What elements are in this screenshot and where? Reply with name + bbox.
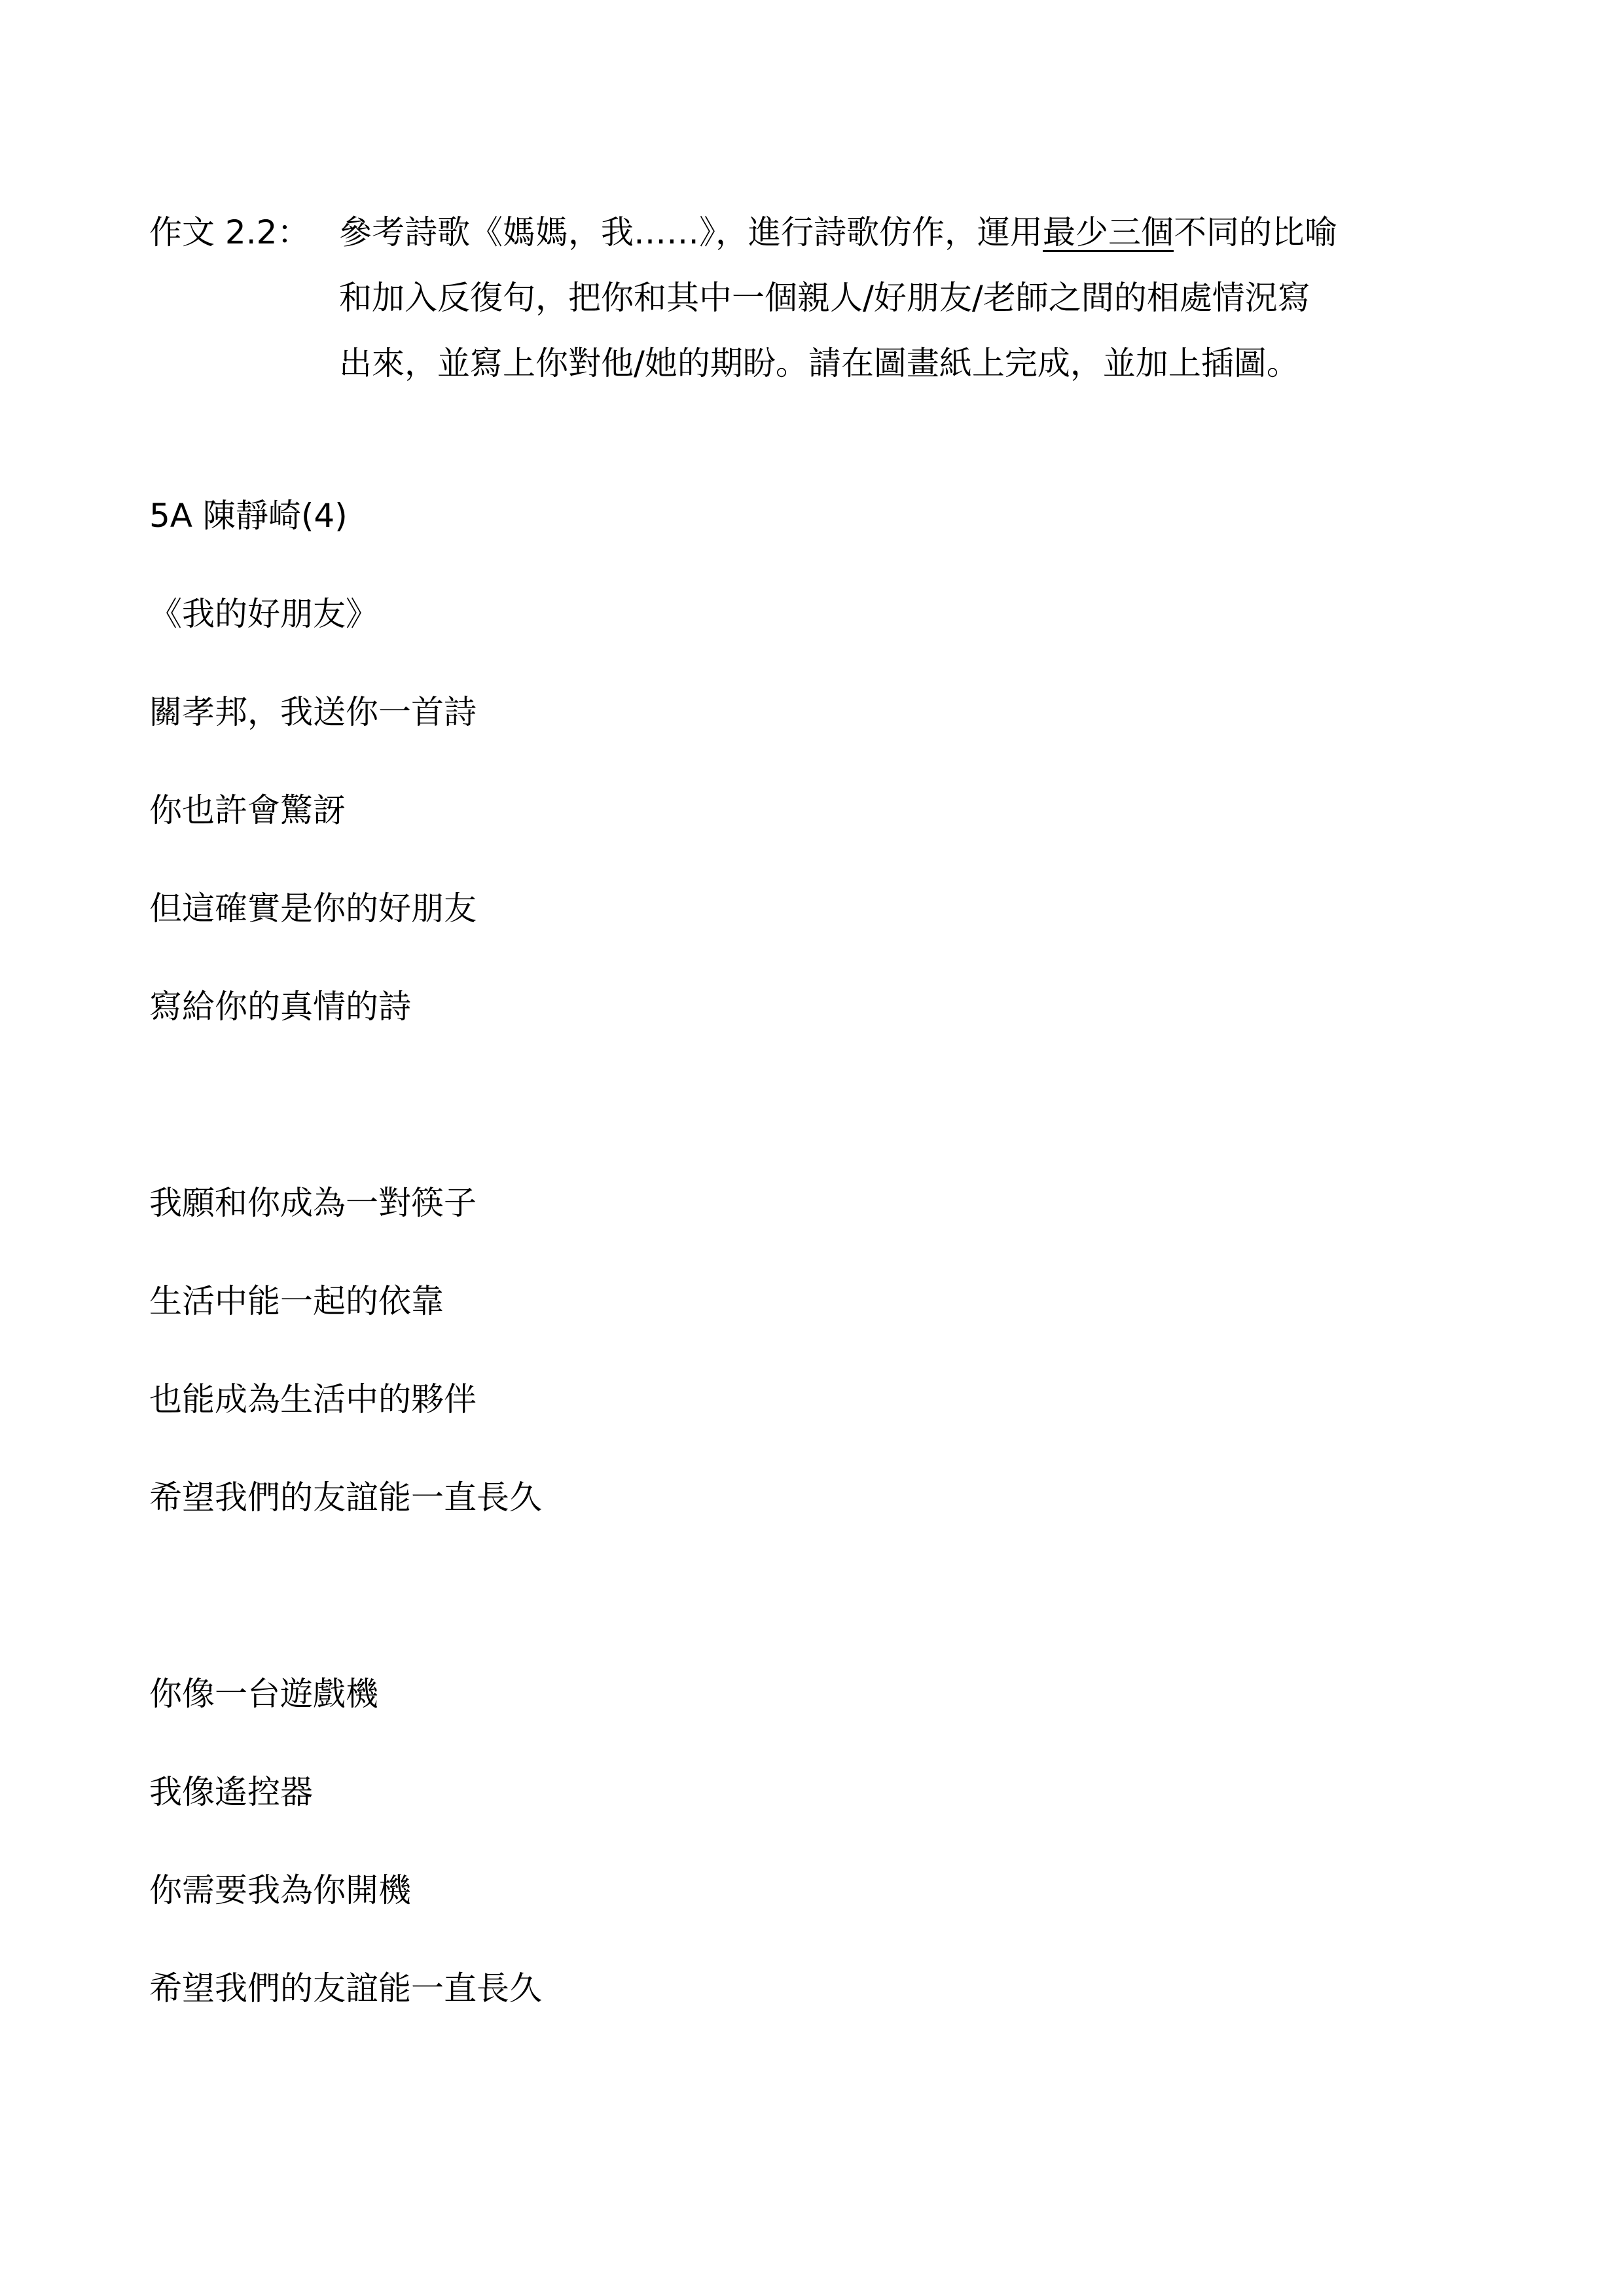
prompt-line-2 <box>149 265 1524 331</box>
poem-line: 希望我們的友誼能一直長久 <box>149 1969 542 2007</box>
prompt-label: 作文 2.2： <box>149 213 310 251</box>
poem-line: 你需要我為你開機 <box>149 1871 411 1909</box>
poem-line: 關孝邦，我送你一首詩 <box>149 693 477 731</box>
poem-line: 希望我們的友誼能一直長久 <box>149 1479 542 1516</box>
poem-line: 也能成為生活中的夥伴 <box>149 1380 477 1418</box>
poem-line: 你像一台遊戲機 <box>149 1675 378 1713</box>
poem-line: 寫給你的真情的詩 <box>149 988 411 1026</box>
prompt-line-1 <box>149 200 1524 265</box>
prompt-line-2-text: 和加入反復句，把你和其中一個親人/好朋友/老師之間的相處情況寫 <box>339 279 1310 317</box>
poem-line: 你也許會驚訝 <box>149 791 346 829</box>
poem-line: 但這確實是你的好朋友 <box>149 889 477 927</box>
student-name: 5A 陳靜崎(4) <box>149 497 348 535</box>
underlined-requirement: 最少三個 <box>1043 213 1174 251</box>
poem-line: 生活中能一起的依靠 <box>149 1282 444 1320</box>
poem-title: 《我的好朋友》 <box>149 595 378 633</box>
poem-line: 我願和你成為一對筷子 <box>149 1184 477 1222</box>
prompt-line-1-text: 參考詩歌《媽媽，我……》，進行詩歌仿作，運用最少三個不同的比喻 <box>339 213 1337 251</box>
prompt-line-3-text: 出來，並寫上你對他/她的期盼。請在圖畫紙上完成，並加上插圖。 <box>339 344 1299 382</box>
prompt-line-3 <box>149 331 1524 396</box>
poem-line: 我像遙控器 <box>149 1773 313 1811</box>
assignment-prompt <box>149 200 1524 396</box>
